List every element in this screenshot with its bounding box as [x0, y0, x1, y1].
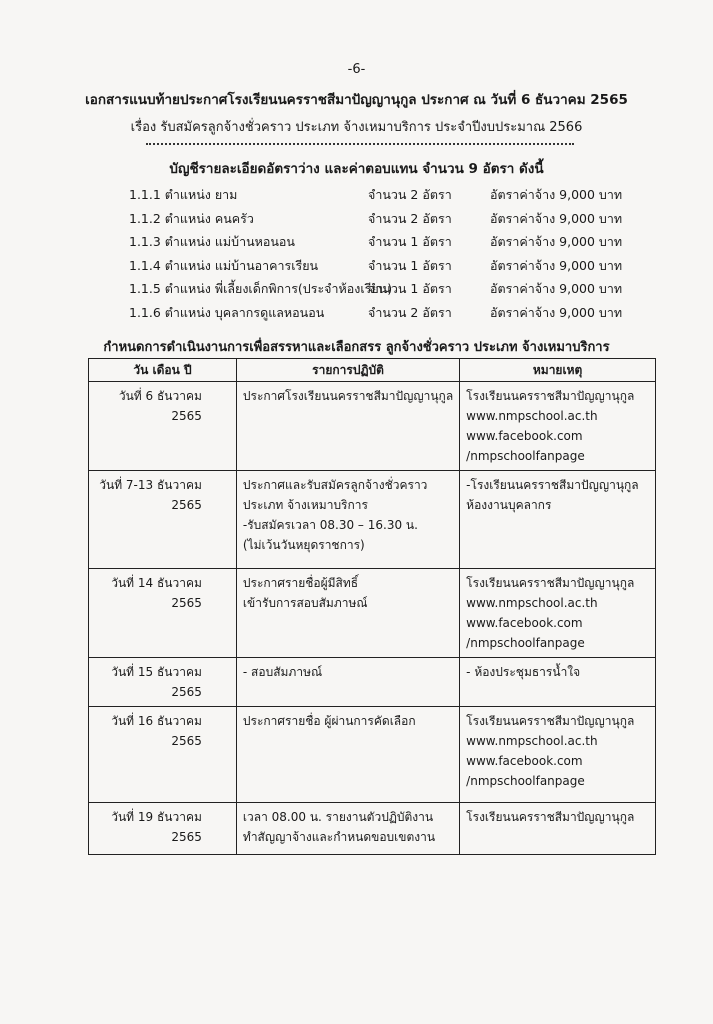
position-name: 1.1.5 ตำแหน่ง พี่เลี้ยงเด็กพิการ(ประจำห้องเรียน)	[129, 281, 393, 296]
row-activity	[236, 569, 459, 658]
activity-line: ประเภท จ้างเหมาบริการ	[242, 498, 368, 512]
note-line: โรงเรียนนครราชสีมาปัญญานุกูล	[466, 810, 635, 824]
note-line: /nmpschoolfanpage	[466, 449, 585, 463]
table-row	[89, 382, 656, 471]
dotted-divider	[146, 143, 574, 145]
row-activity	[236, 382, 459, 471]
note-line: www.nmpschool.ac.th	[466, 596, 598, 610]
position-wage: อัตราค่าจ้าง 9,000 บาท	[490, 281, 623, 296]
position-count: จำนวน 2 อัตรา	[368, 187, 452, 202]
page-number: -6-	[347, 62, 366, 77]
row-date: วันที่ 15 ธันวาคม 2565	[89, 658, 237, 707]
row-activity	[236, 471, 459, 569]
row-note	[460, 471, 656, 569]
position-wage: อัตราค่าจ้าง 9,000 บาท	[490, 257, 623, 273]
note-line: www.facebook.com	[466, 429, 583, 443]
activity-line: เข้ารับการสอบสัมภาษณ์	[242, 596, 368, 610]
row-date: วันที่ 7-13 ธันวาคม 2565	[89, 471, 237, 569]
row-note	[460, 569, 656, 658]
position-count: จำนวน 1 อัตรา	[368, 281, 452, 296]
section-heading: บัญชีรายละเอียดอัตราว่าง และค่าตอบแทน จำนวน 9 อัตรา ดังนี้	[169, 161, 544, 177]
note-line: ห้องงานบุคลากร	[466, 498, 552, 512]
position-name: 1.1.4 ตำแหน่ง แม่บ้านอาคารเรียน	[129, 257, 319, 273]
note-line: www.facebook.com	[466, 616, 583, 630]
schedule-table	[88, 358, 656, 855]
activity-line: ประกาศและรับสมัครลูกจ้างชั่วคราว	[242, 478, 428, 492]
row-note	[460, 803, 656, 855]
row-date: วันที่ 6 ธันวาคม 2565	[89, 382, 237, 471]
position-count: จำนวน 2 อัตรา	[368, 210, 452, 226]
position-item	[0, 232, 713, 256]
activity-line: (ไม่เว้นวันหยุดราชการ)	[242, 538, 365, 552]
note-line: -โรงเรียนนครราชสีมาปัญญานุกูล	[466, 478, 639, 492]
position-item	[0, 209, 713, 233]
activity-line: -รับสมัครเวลา 08.30 – 16.30 น.	[242, 518, 418, 532]
table-row	[89, 569, 656, 658]
row-activity	[236, 803, 459, 855]
position-name: 1.1.3 ตำแหน่ง แม่บ้านหอนอน	[129, 234, 295, 249]
position-name: 1.1.6 ตำแหน่ง บุคลากรดูแลหอนอน	[129, 304, 325, 320]
activity-line: ประกาศโรงเรียนนครราชสีมาปัญญานุกูล	[242, 389, 454, 403]
positions-list	[0, 185, 713, 326]
header-date: วัน เดือน ปี	[89, 359, 237, 382]
table-row	[89, 471, 656, 569]
header-activity: รายการปฏิบัติ	[236, 359, 459, 382]
header-note: หมายเหตุ	[460, 359, 656, 382]
activity-line: ประกาศรายชื่อผู้มีสิทธิ์	[242, 576, 359, 590]
table-row	[89, 707, 656, 803]
note-line: โรงเรียนนครราชสีมาปัญญานุกูล	[466, 576, 635, 590]
position-item	[0, 185, 713, 209]
activity-line: เวลา 08.00 น. รายงานตัวปฏิบัติงาน	[242, 810, 434, 824]
table-row	[89, 658, 656, 707]
schedule-heading: กำหนดการดำเนินงานการเพื่อสรรหาและเลือกสรร ลูกจ้างชั่วคราว ประเภท จ้างเหมาบริการ	[103, 340, 610, 355]
row-date: วันที่ 19 ธันวาคม 2565	[89, 803, 237, 855]
table-row	[89, 803, 656, 855]
activity-line: ประกาศรายชื่อ ผู้ผ่านการคัดเลือก	[242, 714, 416, 728]
note-line: โรงเรียนนครราชสีมาปัญญานุกูล	[466, 714, 635, 728]
row-date: วันที่ 14 ธันวาคม 2565	[89, 569, 237, 658]
position-wage: อัตราค่าจ้าง 9,000 บาท	[490, 187, 623, 202]
position-count: จำนวน 2 อัตรา	[368, 304, 452, 320]
position-wage: อัตราค่าจ้าง 9,000 บาท	[490, 234, 623, 249]
document-title: เอกสารแนบท้ายประกาศโรงเรียนนครราชสีมาปัญญานุกูล ประกาศ ณ วันที่ 6 ธันวาคม 2565	[85, 92, 628, 108]
position-name: 1.1.1 ตำแหน่ง ยาม	[129, 187, 238, 202]
activity-line: ทำสัญญาจ้างและกำหนดขอบเขตงาน	[242, 830, 436, 844]
row-activity	[236, 707, 459, 803]
position-name: 1.1.2 ตำแหน่ง คนครัว	[129, 210, 254, 226]
position-item	[0, 303, 713, 327]
position-count: จำนวน 1 อัตรา	[368, 257, 452, 273]
position-item	[0, 256, 713, 280]
position-item	[0, 279, 713, 303]
activity-line: - สอบสัมภาษณ์	[242, 665, 323, 679]
row-note	[460, 382, 656, 471]
note-line: /nmpschoolfanpage	[466, 774, 585, 788]
document-subtitle: เรื่อง รับสมัครลูกจ้างชั่วคราว ประเภท จ้างเหมาบริการ ประจำปีงบประมาณ 2566	[130, 120, 583, 135]
row-activity	[236, 658, 459, 707]
row-note	[460, 707, 656, 803]
position-wage: อัตราค่าจ้าง 9,000 บาท	[490, 304, 623, 320]
table-header-row	[89, 359, 656, 382]
row-date: วันที่ 16 ธันวาคม 2565	[89, 707, 237, 803]
position-count: จำนวน 1 อัตรา	[368, 234, 452, 249]
note-line: www.nmpschool.ac.th	[466, 409, 598, 423]
row-note	[460, 658, 656, 707]
note-line: www.nmpschool.ac.th	[466, 734, 598, 748]
position-wage: อัตราค่าจ้าง 9,000 บาท	[490, 210, 623, 226]
note-line: www.facebook.com	[466, 754, 583, 768]
note-line: - ห้องประชุมธารน้ำใจ	[466, 665, 581, 679]
note-line: /nmpschoolfanpage	[466, 636, 585, 650]
note-line: โรงเรียนนครราชสีมาปัญญานุกูล	[466, 389, 635, 403]
